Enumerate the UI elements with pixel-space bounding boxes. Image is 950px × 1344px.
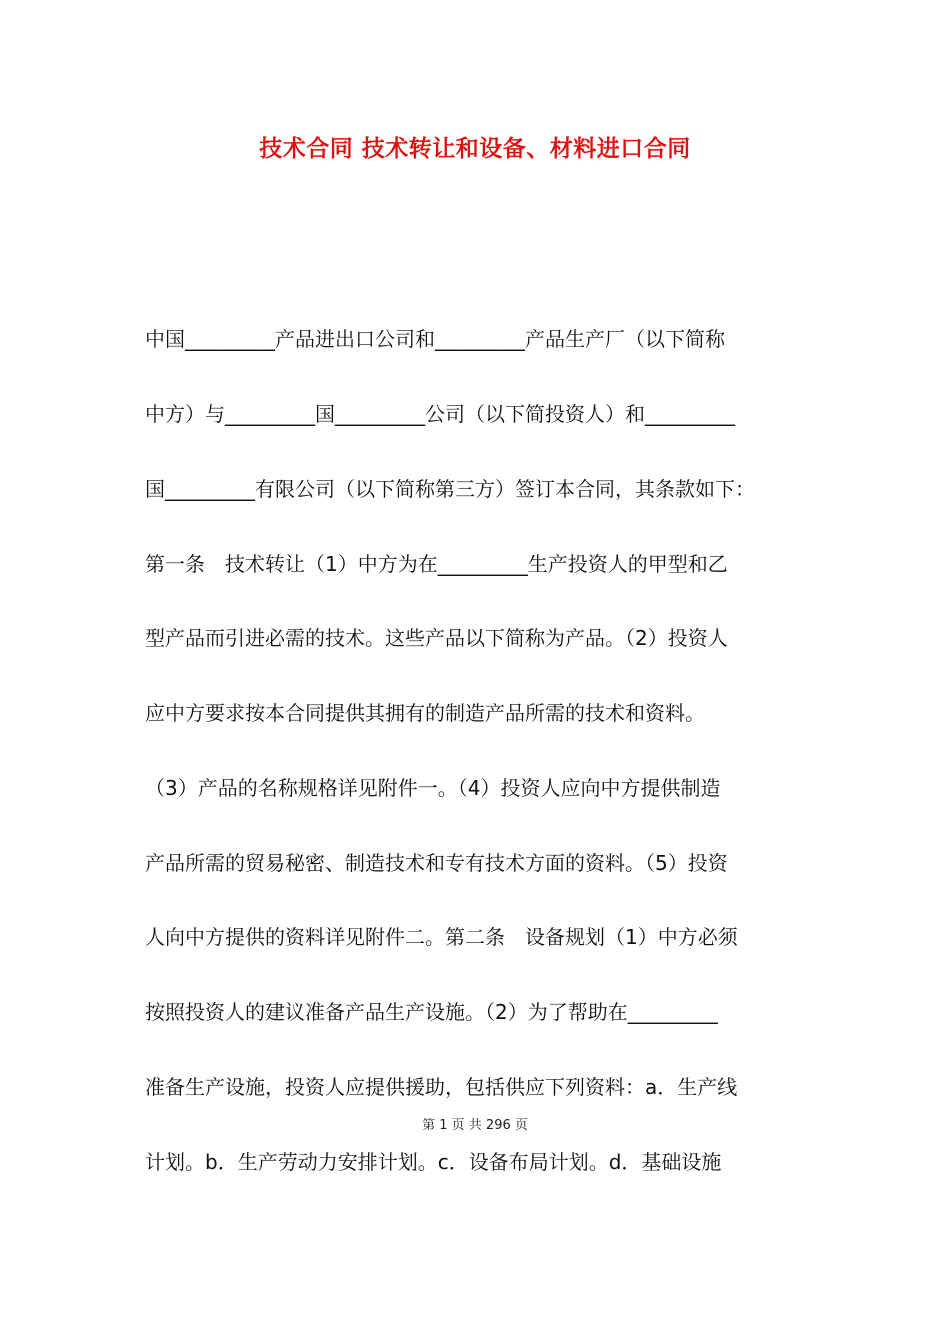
body-line-5: 型产品而引进必需的技术。这些产品以下简称为产品。（2）投资人 [145,626,728,650]
body-line-12: 计划。b．生产劳动力安排计划。c．设备布局计划。d．基础设施 [145,1150,722,1174]
body-line-11: 准备生产设施，投资人应提供援助，包括供应下列资料：a．生产线 [145,1075,738,1099]
body-line-3: 国_________有限公司（以下简称第三方）签订本合同，其条款如下： [145,477,755,501]
body-line-7: （3）产品的名称规格详见附件一。（4）投资人应向中方提供制造 [145,776,721,800]
body-line-1: 中国_________产品进出口公司和_________产品生产厂（以下简称 [145,327,725,351]
document-title: 技术合同 技术转让和设备、材料进口合同 [259,136,691,162]
body-line-2: 中方）与_________国_________公司（以下简投资人）和_________ [145,402,735,426]
body-line-6: 应中方要求按本合同提供其拥有的制造产品所需的技术和资料。 [145,701,705,725]
body-line-4: 第一条 技术转让（1）中方为在_________生产投资人的甲型和乙 [145,552,728,576]
page-number-footer: 第 1 页 共 296 页 [422,1118,528,1133]
body-line-9: 人向中方提供的资料详见附件二。第二条 设备规划（1）中方必须 [145,925,738,949]
body-line-8: 产品所需的贸易秘密、制造技术和专有技术方面的资料。（5）投资 [145,851,728,875]
body-line-10: 按照投资人的建议准备产品生产设施。（2）为了帮助在_________ [145,1000,718,1024]
